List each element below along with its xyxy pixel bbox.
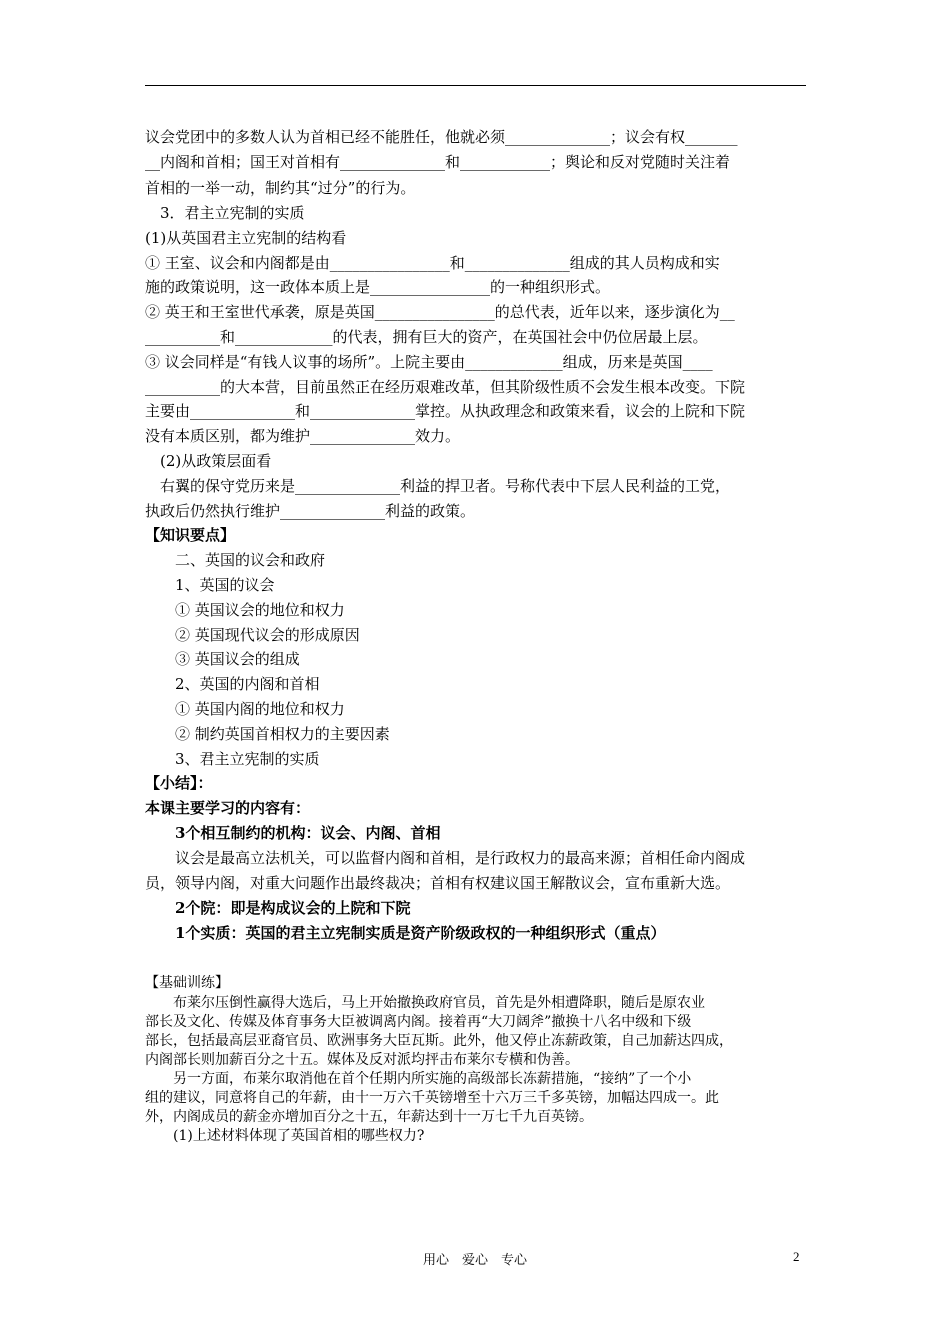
text-line: 部长及文化、传媒及体育事务大臣被调离内阁。接着再“大刀阔斧”撤换十八名中级和下级 xyxy=(145,1014,692,1030)
text-line: 没有本质区别，都为维护______________效力。 xyxy=(145,427,461,445)
text-line: 施的政策说明，这一政体本质上是________________的一种组织形式。 xyxy=(145,278,611,296)
outline-item: ③ 英国议会的组成 xyxy=(145,650,300,668)
text-line: __内阁和首相；国王对首相有______________和____________；舆论和反对党随时关注着 xyxy=(145,153,731,171)
subsection-heading: (2)从政策层面看 xyxy=(145,452,272,470)
outline-item: 1、英国的议会 xyxy=(145,576,275,594)
text-line: 外，内阁成员的薪金亦增加百分之十五，年薪达到十一万七千九百英镑。 xyxy=(145,1109,593,1125)
knowledge-points-heading: 【知识要点】 xyxy=(145,526,236,544)
outline-item: ② 英国现代议会的形成原因 xyxy=(145,626,360,644)
text-line: ② 英王和王室世代承袭，原是英国________________的总代表，近年以来，逐步演化为__ xyxy=(145,303,735,321)
summary-point: 3个相互制约的机构：议会、内阁、首相 xyxy=(145,824,441,842)
text-line: 内阁部长则加薪百分之十五。媒体及反对派均抨击布莱尔专横和伪善。 xyxy=(145,1052,579,1068)
page-number: 2 xyxy=(793,1249,800,1264)
subsection-heading: (1)从英国君主立宪制的结构看 xyxy=(145,229,347,247)
text-line: 组的建议，同意将自己的年薪，由十一万六千英镑增至十六万三千多英镑，加幅达四成一。此 xyxy=(145,1090,719,1106)
footer-slogan: 用心 爱心 专心 xyxy=(422,1253,527,1268)
exercise-heading: 【基础训练】 xyxy=(145,975,229,991)
header-rule xyxy=(145,85,806,86)
text-line: 员，领导内阁，对重大问题作出最终裁决；首相有权建议国王解散议会，宣布重新大选。 xyxy=(145,874,731,892)
text-line: ① 王室、议会和内阁都是由________________和______________组成的其人员构成和实 xyxy=(145,254,720,272)
text-line: 议会党团中的多数人认为首相已经不能胜任，他就必须______________；议会有权_______ xyxy=(145,128,738,146)
outline-item: 3、君主立宪制的实质 xyxy=(145,750,320,768)
text-line: 主要由______________和______________掌控。从执政理念和政策来看，议会的上院和下院 xyxy=(145,402,746,420)
outline-item: ① 英国内阁的地位和权力 xyxy=(145,700,345,718)
text-line: 执政后仍然执行维护______________利益的政策。 xyxy=(145,502,476,520)
text-line: 布莱尔压倒性赢得大选后，马上开始撤换政府官员，首先是外相遭降职，随后是原农业 xyxy=(145,995,705,1011)
outline-item: ② 制约英国首相权力的主要因素 xyxy=(145,725,390,743)
outline-item: 2、英国的内阁和首相 xyxy=(145,675,320,693)
text-line: 首相的一举一动，制约其“过分”的行为。 xyxy=(145,179,416,197)
section-heading: 3．君主立宪制的实质 xyxy=(145,204,305,222)
summary-heading: 【小结】： xyxy=(145,774,213,792)
text-line: __________的大本营，目前虽然正在经历艰难改革，但其阶级性质不会发生根本改变。下院 xyxy=(145,378,746,396)
outline-item: ① 英国议会的地位和权力 xyxy=(145,601,345,619)
summary-intro: 本课主要学习的内容有： xyxy=(145,799,311,817)
text-line: 部长，包括最高层亚裔官员、欧洲事务大臣瓦斯。此外，他又停止冻薪政策，自己加薪达四成， xyxy=(145,1033,733,1049)
question: (1)上述材料体现了英国首相的哪些权力? xyxy=(145,1128,425,1144)
text-line: __________和_____________的代表，拥有巨大的资产，在英国社会中仍位居最上层。 xyxy=(145,328,708,346)
text-line: 议会是最高立法机关，可以监督内阁和首相，是行政权力的最高来源；首相任命内阁成 xyxy=(145,849,746,867)
text-line: 右翼的保守党历来是______________利益的捍卫者。号称代表中下层人民利益的工党， xyxy=(145,477,731,495)
text-line: 另一方面，布莱尔取消他在首个任期内所实施的高级部长冻薪措施，“接纳”了一个小 xyxy=(145,1071,692,1087)
summary-point: 2个院：即是构成议会的上院和下院 xyxy=(145,899,411,917)
summary-point: 1个实质：英国的君主立宪制实质是资产阶级政权的一种组织形式（重点） xyxy=(145,924,666,942)
outline-item: 二、英国的议会和政府 xyxy=(145,551,326,569)
text-line: ③ 议会同样是“有钱人议事的场所”。上院主要由_____________组成，历来是英国____ xyxy=(145,353,713,371)
